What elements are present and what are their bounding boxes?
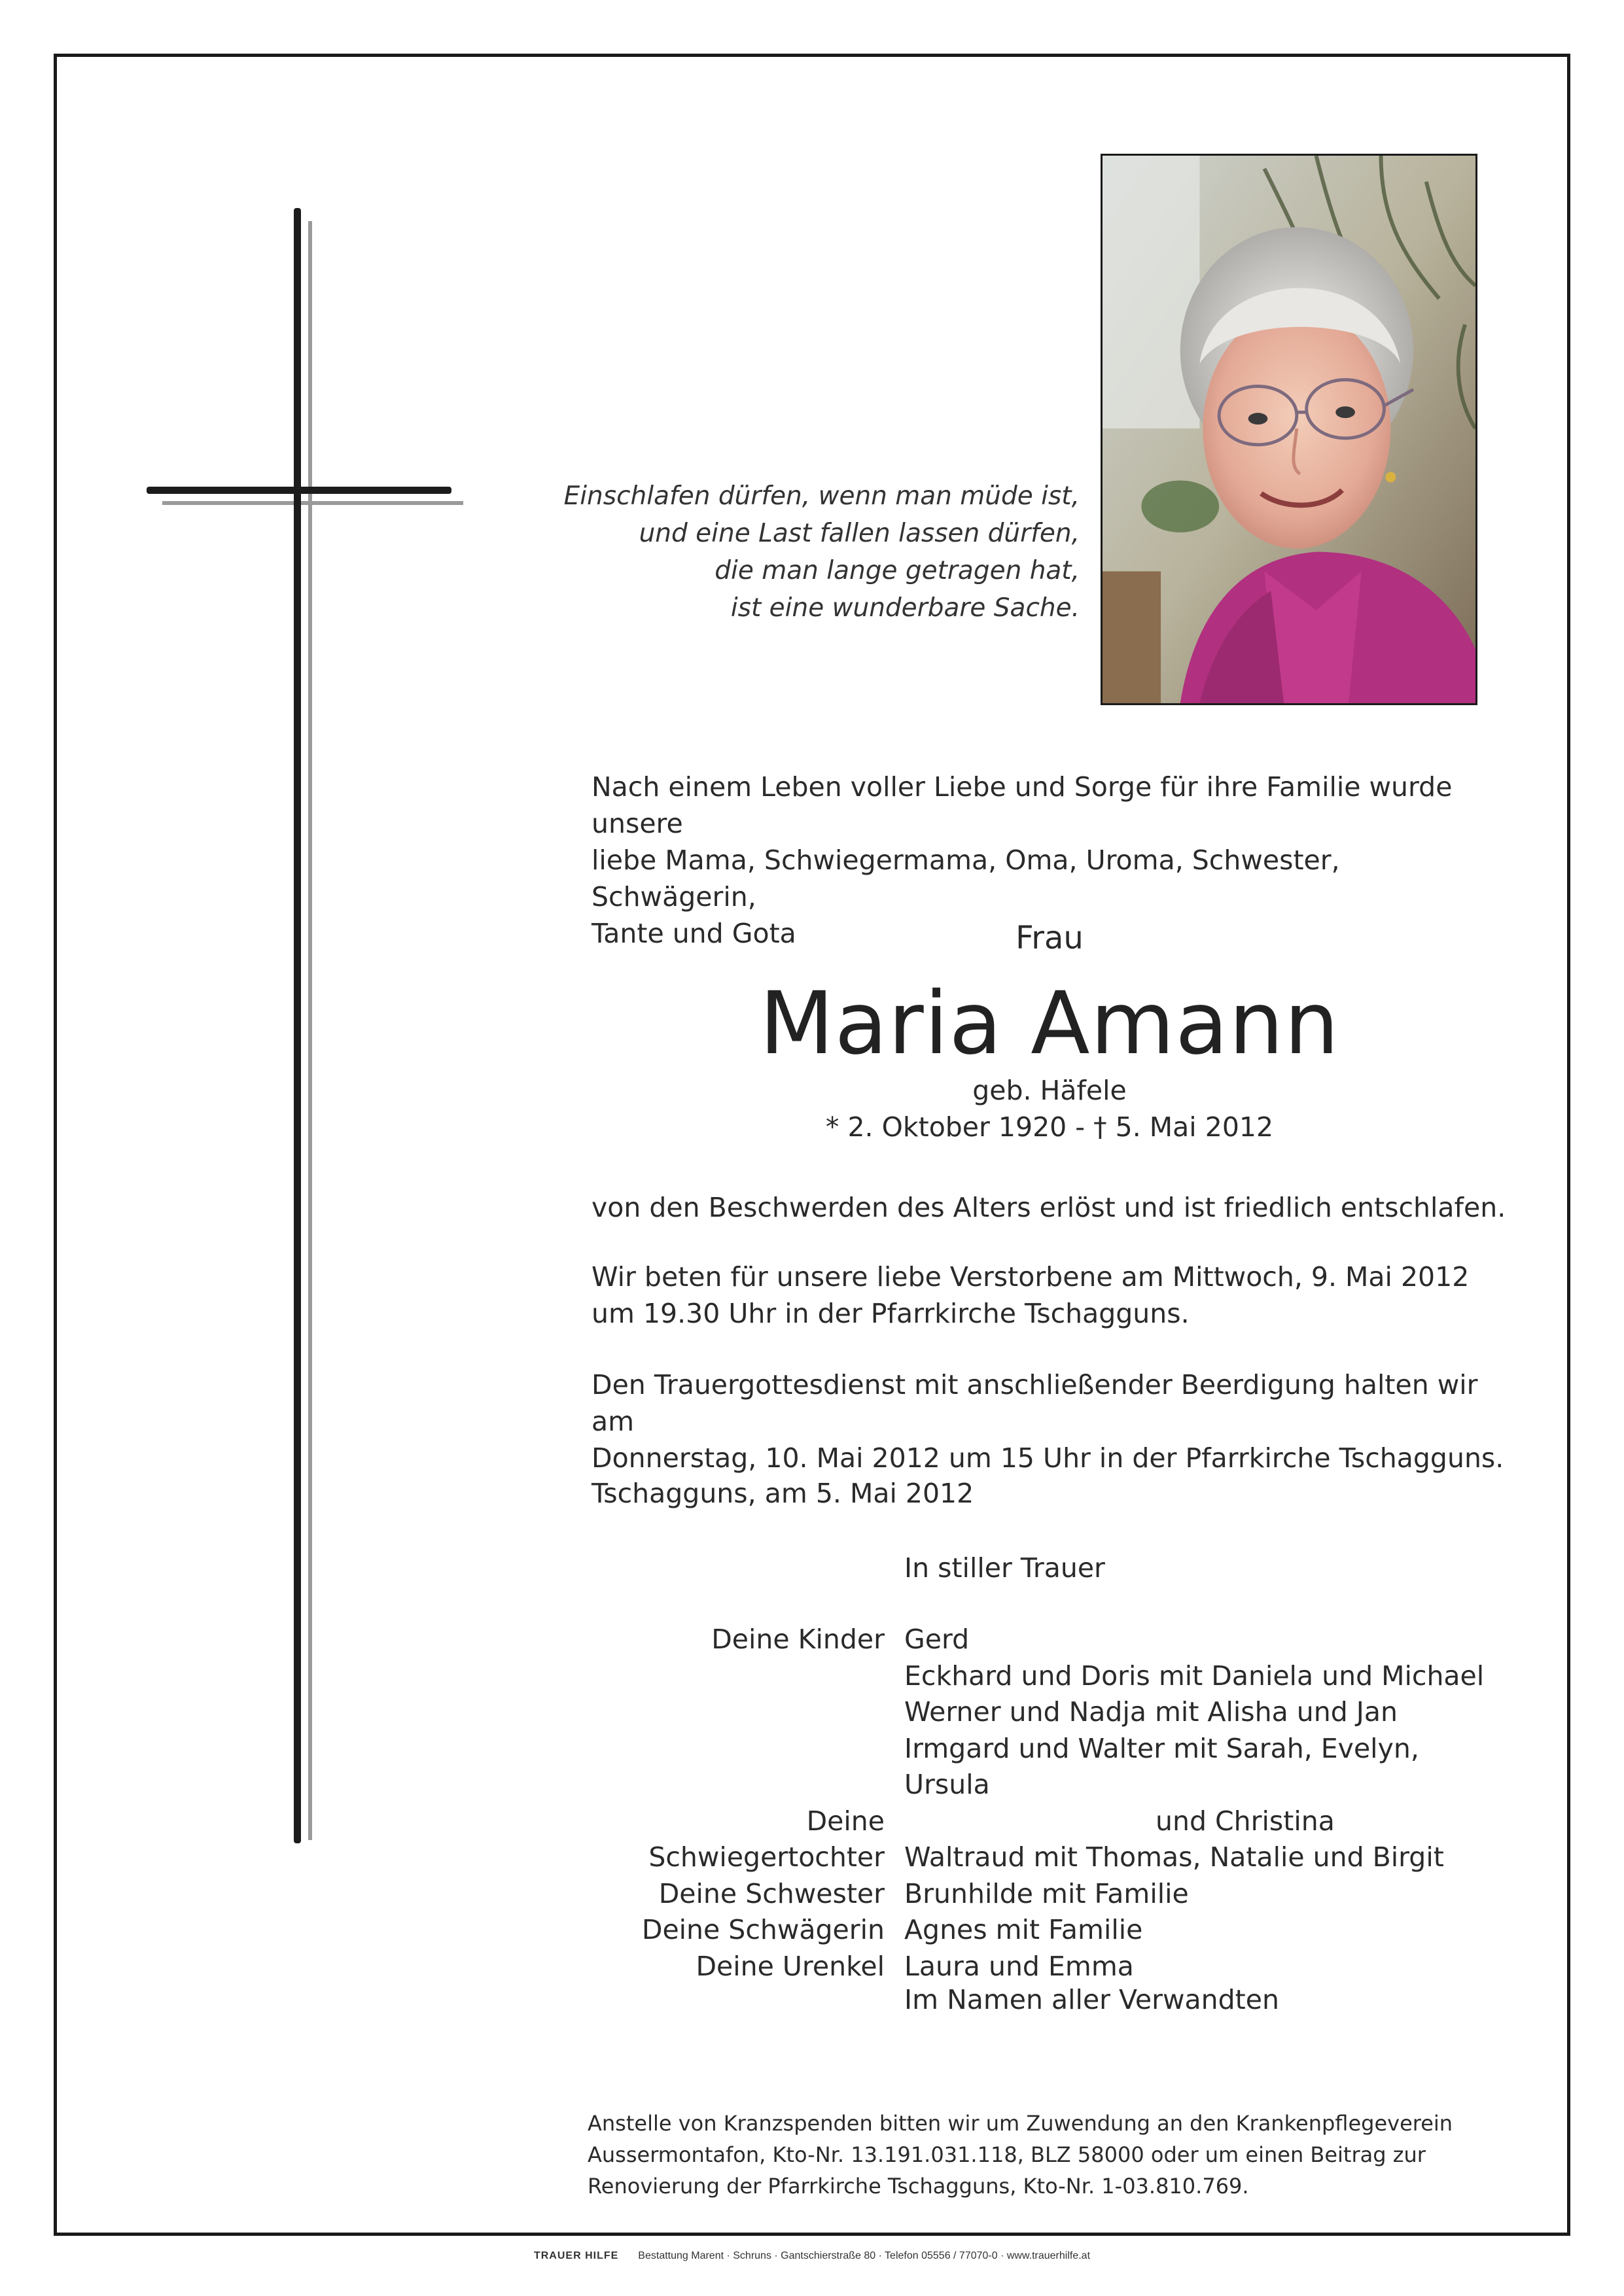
label-sister: Deine Schwester: [658, 1877, 885, 1909]
life-dates: * 2. Oktober 1920 - † 5. Mai 2012: [825, 1111, 1274, 1143]
mourner-labels: [563, 1622, 885, 1985]
prayer-line: Wir beten für unsere liebe Verstorbene am Mittwoch, 9. Mai 2012: [591, 1261, 1470, 1293]
footer-brand: TRAUER HILFE: [533, 2250, 619, 2261]
service-paragraph: [591, 1366, 1508, 1476]
note-line: Aussermontafon, Kto-Nr. 13.191.031.118, BLZ 58000 oder um einen Beitrag zur: [588, 2142, 1426, 2167]
poem-line: Einschlafen dürfen, wenn man müde ist,: [563, 481, 1080, 511]
daughter-in-law-entry: Waltraud mit Thomas, Natalie und Birgit: [904, 1841, 1444, 1873]
salutation: Frau: [1015, 920, 1084, 956]
donation-note: [588, 2108, 1504, 2202]
label-daughter-in-law: Deine Schwiegertochter: [648, 1805, 885, 1873]
mourner-names: [904, 1622, 1493, 1985]
poem-line: und eine Last fallen lassen dürfen,: [639, 519, 1080, 548]
prayer-line: um 19.30 Uhr in der Pfarrkirche Tschagguns.: [591, 1298, 1190, 1329]
cross-vertical-bar: [294, 208, 301, 1843]
cross-vertical-shadow: [308, 221, 312, 1840]
service-line: Den Trauergottesdienst mit anschließender Beerdigung halten wir am: [591, 1369, 1478, 1437]
label-spacer: [563, 1658, 885, 1803]
passing-text: von den Beschwerden des Alters erlöst und ist friedlich entschlafen.: [591, 1192, 1506, 1223]
maiden-name: geb. Häfele: [972, 1075, 1127, 1106]
intro-line: Nach einem Leben voller Liebe und Sorge für ihre Familie wurde unsere: [591, 771, 1453, 839]
child-entry-continued: und Christina: [1156, 1805, 1335, 1837]
deceased-name: Maria Amann: [759, 973, 1340, 1074]
cross-horizontal-bar: [147, 487, 451, 494]
label-children: Deine Kinder: [711, 1624, 885, 1655]
sister-entry: Brunhilde mit Familie: [904, 1877, 1189, 1909]
great-grandchildren-entry: Laura und Emma: [904, 1950, 1134, 1982]
footer: [0, 2250, 1624, 2262]
label-sister-in-law: Deine Schwägerin: [641, 1914, 885, 1945]
mourning-heading: In stiller Trauer: [904, 1552, 1105, 1584]
child-entry: Werner und Nadja mit Alisha und Jan: [904, 1696, 1398, 1728]
label-great-grandchildren: Deine Urenkel: [696, 1950, 885, 1982]
poem-line: ist eine wunderbare Sache.: [730, 593, 1080, 623]
service-line: Donnerstag, 10. Mai 2012 um 15 Uhr in der Pfarrkirche Tschagguns.: [591, 1442, 1504, 1474]
footer-details: Bestattung Marent · Schruns · Gantschierstraße 80 · Telefon 05556 / 77070-0 · www.trauerhilfe.at: [638, 2250, 1091, 2261]
intro-line: Tante und Gota: [591, 918, 796, 949]
place-date: Tschagguns, am 5. Mai 2012: [591, 1478, 974, 1509]
poem: [497, 478, 1080, 627]
child-entry: Irmgard und Walter mit Sarah, Evelyn, Ursula: [904, 1732, 1419, 1800]
portrait-photo: [1101, 154, 1477, 705]
note-line: Renovierung der Pfarrkirche Tschagguns, Kto-Nr. 1-03.810.769.: [588, 2174, 1249, 2199]
intro-line: liebe Mama, Schwiegermama, Oma, Uroma, Schwester, Schwägerin,: [591, 844, 1340, 913]
prayer-paragraph: [591, 1259, 1508, 1332]
child-entry: Gerd: [904, 1624, 970, 1655]
poem-line: die man lange getragen hat,: [715, 556, 1080, 585]
closing-line: Im Namen aller Verwandten: [904, 1984, 1279, 2015]
child-entry: Eckhard und Doris mit Daniela und Michael: [904, 1660, 1485, 1692]
sister-in-law-entry: Agnes mit Familie: [904, 1914, 1143, 1945]
note-line: Anstelle von Kranzspenden bitten wir um Zuwendung an den Krankenpflegeverein: [588, 2111, 1453, 2136]
cross-horizontal-shadow: [162, 501, 463, 505]
